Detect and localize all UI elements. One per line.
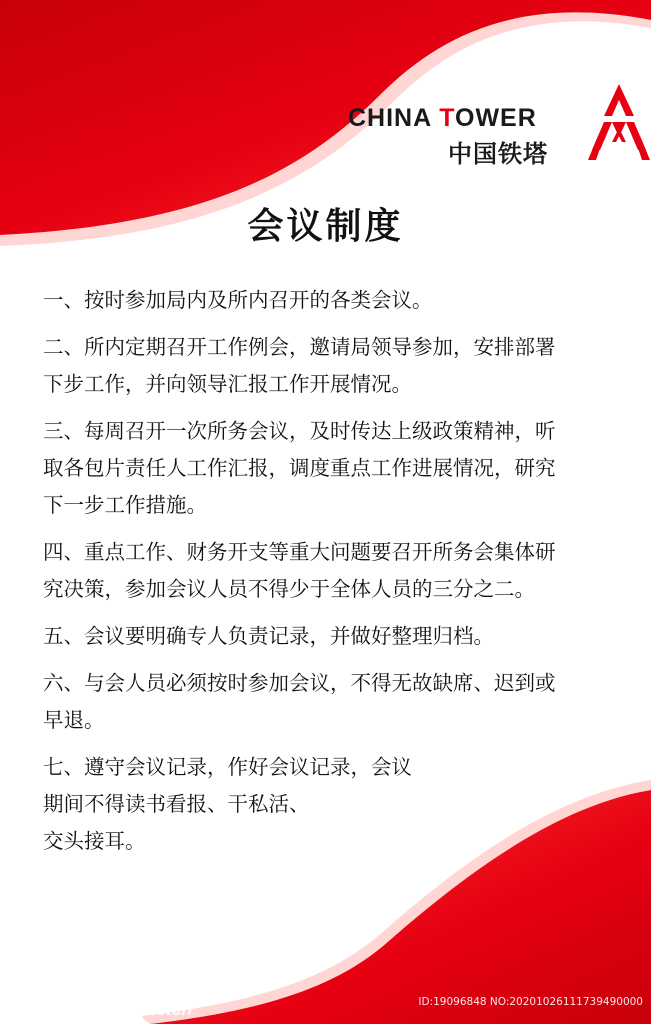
rule-line: 取各包片责任人工作汇报，调度重点工作进展情况，研究 xyxy=(43,456,556,480)
rule-line: 交头接耳。 xyxy=(43,829,146,853)
watermark-id: ID:19096848 NO:20201026111739490000 xyxy=(418,996,643,1008)
rule-line: 究决策，参加会议人员不得少于全体人员的三分之二。 xyxy=(43,577,535,601)
rule-line: 三、每周召开一次所务会议，及时传达上级政策精神，听 xyxy=(43,419,556,443)
rule-item xyxy=(43,534,651,608)
rule-item xyxy=(43,282,651,319)
rule-item xyxy=(43,618,651,655)
watermark-site: 昵享网 www.nipic.cn xyxy=(6,995,193,1020)
rule-line: 四、重点工作、财务开支等重大问题要召开所务会集体研 xyxy=(43,540,556,564)
rule-item xyxy=(43,749,651,860)
china-tower-brand xyxy=(348,100,648,170)
tower-logo-icon xyxy=(588,84,650,160)
rule-line: 六、与会人员必须按时参加会议，不得无故缺席、迟到或 xyxy=(43,671,556,695)
rule-item xyxy=(43,329,651,403)
brand-name-chinese: 中国铁塔 xyxy=(448,140,548,168)
page-title: 会议制度 xyxy=(247,206,404,247)
rule-line: 下一步工作措施。 xyxy=(43,493,207,517)
rule-line: 五、会议要明确专人负责记录，并做好整理归档。 xyxy=(43,624,494,648)
rule-line: 早退。 xyxy=(43,708,105,732)
rule-line: 期间不得读书看报、干私活、 xyxy=(43,792,310,816)
rule-item xyxy=(43,665,651,739)
rule-line: 一、按时参加局内及所内召开的各类会议。 xyxy=(43,288,433,312)
rule-line: 二、所内定期召开工作例会，邀请局领导参加，安排部署 xyxy=(43,335,556,359)
rule-line: 下步工作，并向领导汇报工作开展情况。 xyxy=(43,372,412,396)
brand-name-english: CHINA TOWER xyxy=(348,104,537,132)
rule-line: 七、遵守会议记录，作好会议记录，会议 xyxy=(43,755,412,779)
rules-list xyxy=(43,282,651,870)
rule-item xyxy=(43,413,651,524)
